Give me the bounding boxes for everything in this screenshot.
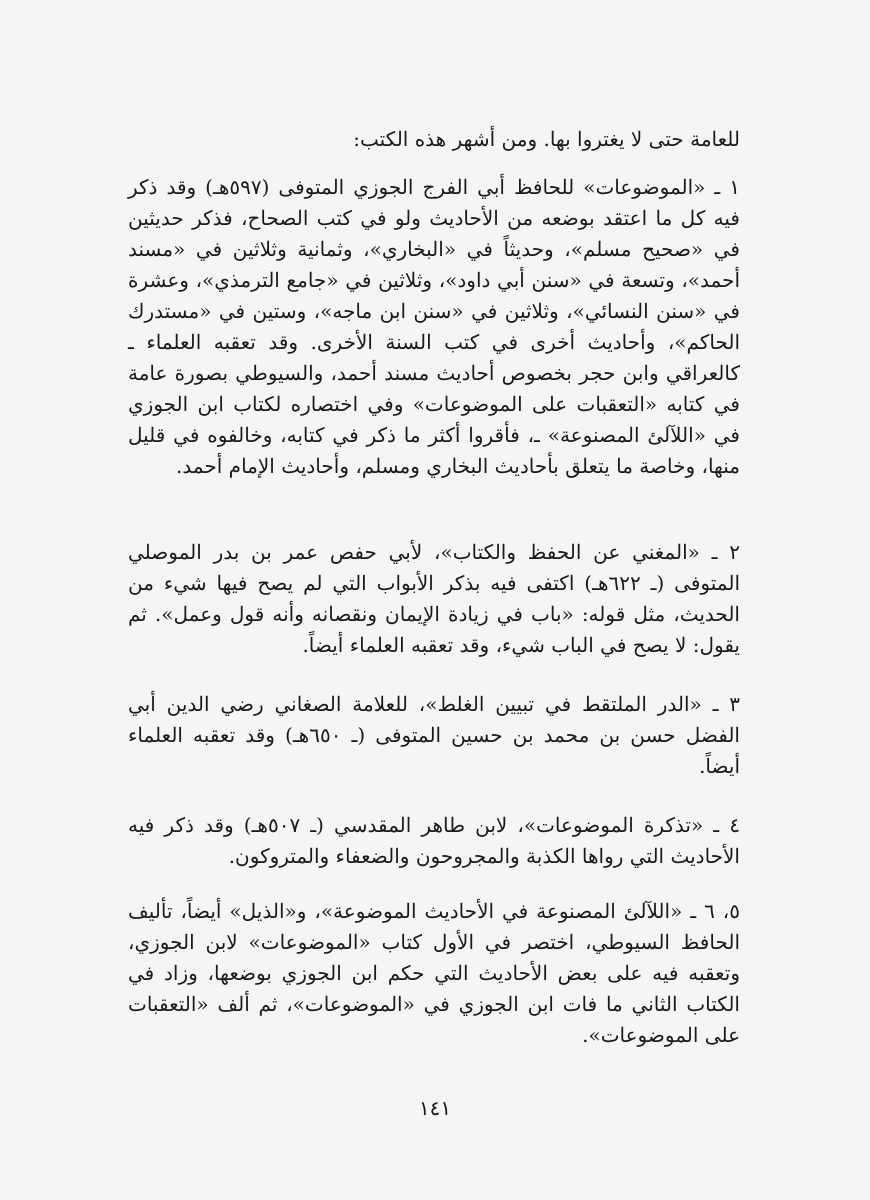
list-item-1: ١ ـ «الموضوعات» للحافظ أبي الفرج الجوزي المتوفى (٥٩٧هـ) وقد ذكر فيه كل ما اعتقد بوضعه من الأحاديث ولو في كتب الصحاح، فذكر حديثين في «صحيح مسلم»، وحديثاً في «البخاري»، وثمانية وثلاثين في «مسند أحمد»، وتسعة في «سنن أبي داود»، وثلاثين في «جامع الترمذي»، وعشرة في «سنن النسائي»، وثلاثين في «سنن ابن ماجه»، وستين في «مستدرك الحاكم»، وأحاديث أخرى في كتب السنة الأخرى. وقد تعقبه العلماء ـ كالعراقي وابن حجر بخصوص أحاديث مسند أحمد، والسيوطي بصورة عامة في كتابه «التعقبات على الموضوعات» وفي اختصاره لكتاب ابن الجوزي في «اللآلئ المصنوعة» ـ، فأقروا أكثر ما ذكر في كتابه، وخالفوه في قليل منها، وخاصة ما يتعلق بأحاديث البخاري ومسلم، وأحاديث الإمام أحمد. (128, 175, 740, 478)
list-item-3: ٣ ـ «الدر الملتقط في تبيين الغلط»، للعلامة الصغاني رضي الدين أبي الفضل حسن بن محمد بن حسين المتوفى (ـ ٦٥٠هـ) وقد تعقبه العلماء أيضاً. (128, 692, 740, 778)
list-item-2: ٢ ـ «المغني عن الحفظ والكتاب»، لأبي حفص عمر بن بدر الموصلي المتوفى (ـ ٦٢٢هـ) اكتفى فيه بذكر الأبواب التي لم يصح فيها شيء من الحديث، مثل قوله: «باب في زيادة الإيمان ونقصانه وأنه قول وعمل». ثم يقول: لا يصح في الباب شيء، وقد تعقبه العلماء أيضاً. (128, 540, 740, 657)
list-item-5-6: ٥، ٦ ـ «اللآلئ المصنوعة في الأحاديث الموضوعة»، و«الذيل» أيضاً، تأليف الحافظ السيوطي، اختصر في الأول كتاب «الموضوعات» لابن الجوزي، وتعقبه فيه على بعض الأحاديث التي حكم ابن الجوزي بوضعها، وزاد في الكتاب الثاني ما فات ابن الجوزي في «الموضوعات»، ثم ألف «التعقبات على الموضوعات». (128, 899, 741, 1047)
page-number: ١٤١ (418, 1096, 452, 1120)
intro-line: للعامة حتى لا يغتروا بها. ومن أشهر هذه الكتب: (353, 127, 740, 151)
list-item-4: ٤ ـ «تذكرة الموضوعات»، لابن طاهر المقدسي (ـ ٥٠٧هـ) وقد ذكر فيه الأحاديث التي رواها الكذبة والمجروحون والضعفاء والمتروكون. (128, 813, 741, 868)
